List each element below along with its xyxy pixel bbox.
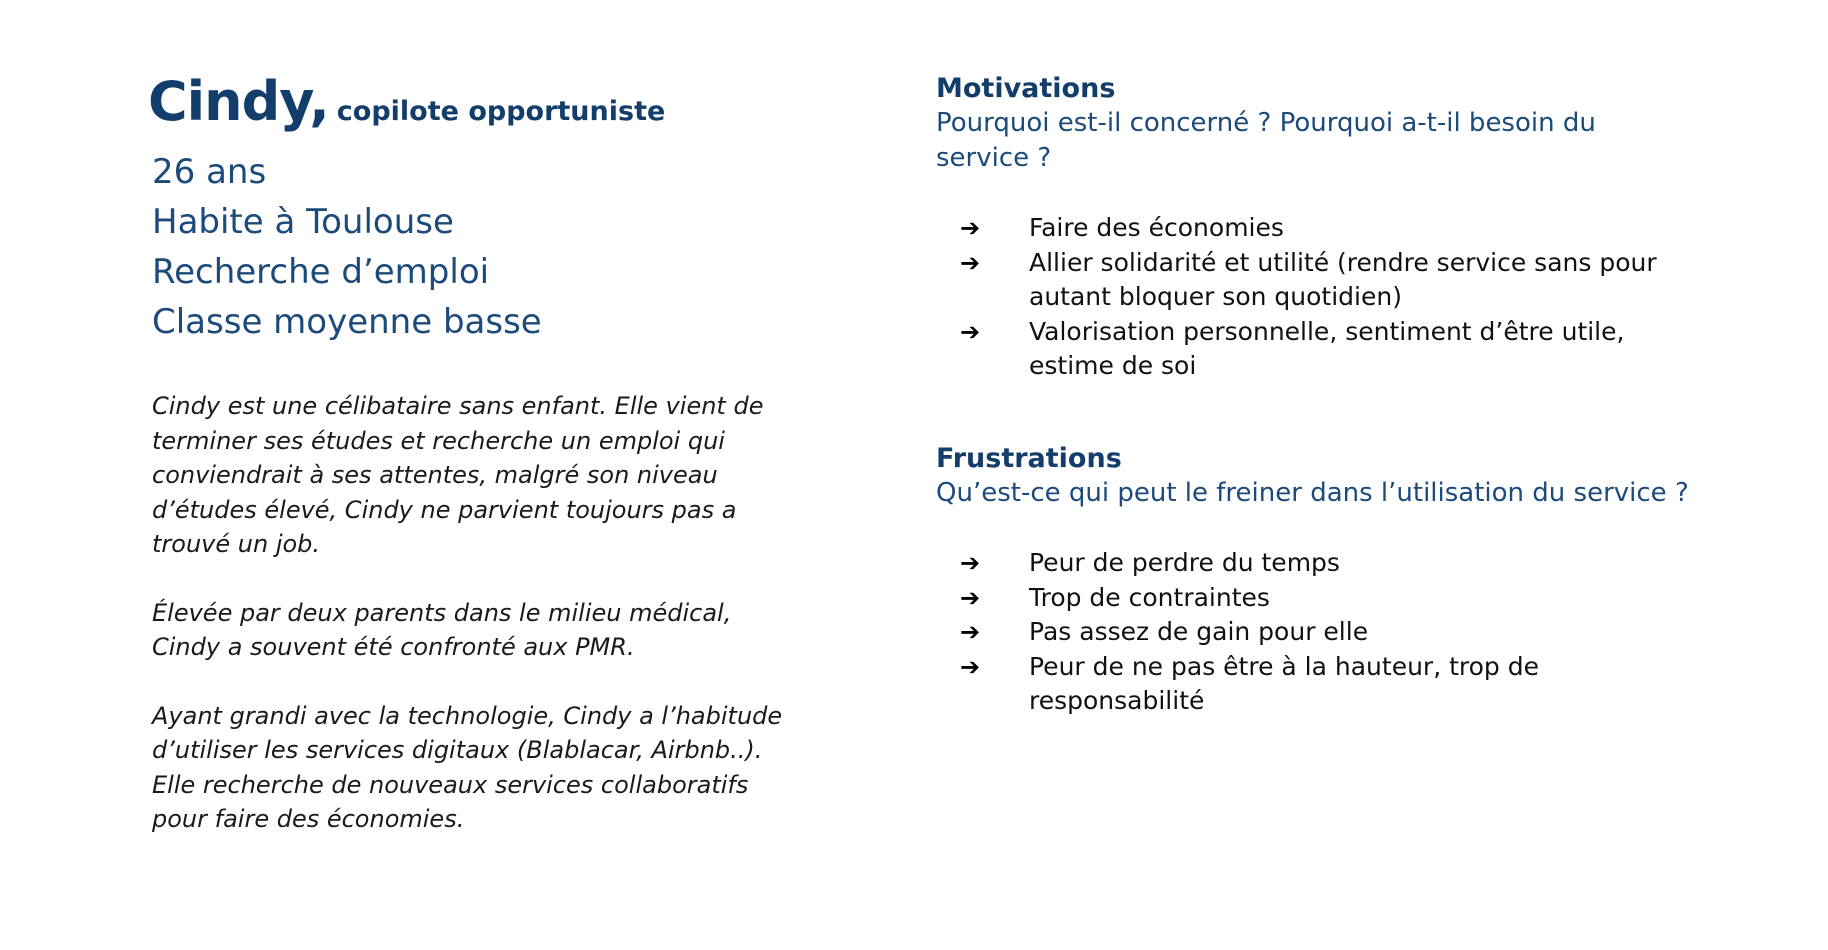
list-item [936,246,1696,315]
persona-bio [148,389,788,837]
list-item-text: Faire des économies [1029,213,1284,242]
frustrations-section [936,442,1696,719]
motivations-question: Pourquoi est-il concerné ? Pourquoi a-t-il besoin du service ? [936,108,1596,173]
motivations-title: Motivations [936,73,1116,104]
list-item-text: Trop de contraintes [1029,582,1270,612]
arrow-right-icon: ➔ [960,618,981,646]
motivations-list [936,211,1696,384]
arrow-right-icon: ➔ [960,583,981,612]
bio-paragraph: Ayant grandi avec la technologie, Cindy a l’habitude d’utiliser les services digitaux (Blablacar, Airbnb..). Elle recherche de nouveaux services collaboratifs pour faire des économies. [152,701,783,833]
fact-social-class: Classe moyenne basse [152,302,542,342]
frustrations-question: Qu’est-ce qui peut le freiner dans l’utilisation du service ? [936,477,1689,508]
arrow-right-icon: ➔ [960,214,981,242]
bio-paragraph: Cindy est une célibataire sans enfant. Elle vient de terminer ses études et recherche un emploi qui conviendrait à ses attentes, malgré son niveau d’études élevé, Cindy ne parvient toujours pas a trouvé un job. [152,392,764,558]
arrow-right-icon: ➔ [960,248,981,277]
list-item-text: Valorisation personnelle, sentiment d’être utile, estime de soi [1029,316,1625,380]
arrow-right-icon: ➔ [960,549,981,577]
arrow-right-icon: ➔ [960,317,981,346]
fact-location: Habite à Toulouse [152,202,454,242]
list-item [936,581,1696,616]
list-item-text: Allier solidarité et utilité (rendre service sans pour autant bloquer son quotidien) [1029,247,1657,311]
needs-panel [936,72,1696,719]
list-item-text: Pas assez de gain pour elle [1029,617,1369,646]
persona-facts [148,147,788,347]
arrow-right-icon: ➔ [960,652,981,681]
persona-name: Cindy, [148,70,329,133]
fact-age: 26 ans [152,152,267,192]
list-item-text: Peur de perdre du temps [1029,548,1340,577]
list-item [936,546,1696,581]
persona-role: copilote opportuniste [336,96,666,127]
list-item [936,315,1696,384]
motivations-section [936,72,1696,384]
list-item [936,211,1696,246]
frustrations-list [936,546,1696,719]
list-item [936,615,1696,650]
persona-panel [148,70,788,871]
persona-header [148,70,788,133]
list-item-text: Peur de ne pas être à la hauteur, trop de responsabilité [1029,651,1539,715]
frustrations-title: Frustrations [936,442,1122,474]
fact-occupation: Recherche d’emploi [152,252,490,292]
bio-paragraph: Élevée par deux parents dans le milieu médical, Cindy a souvent été confronté aux PMR. [152,598,732,661]
list-item [936,650,1696,719]
